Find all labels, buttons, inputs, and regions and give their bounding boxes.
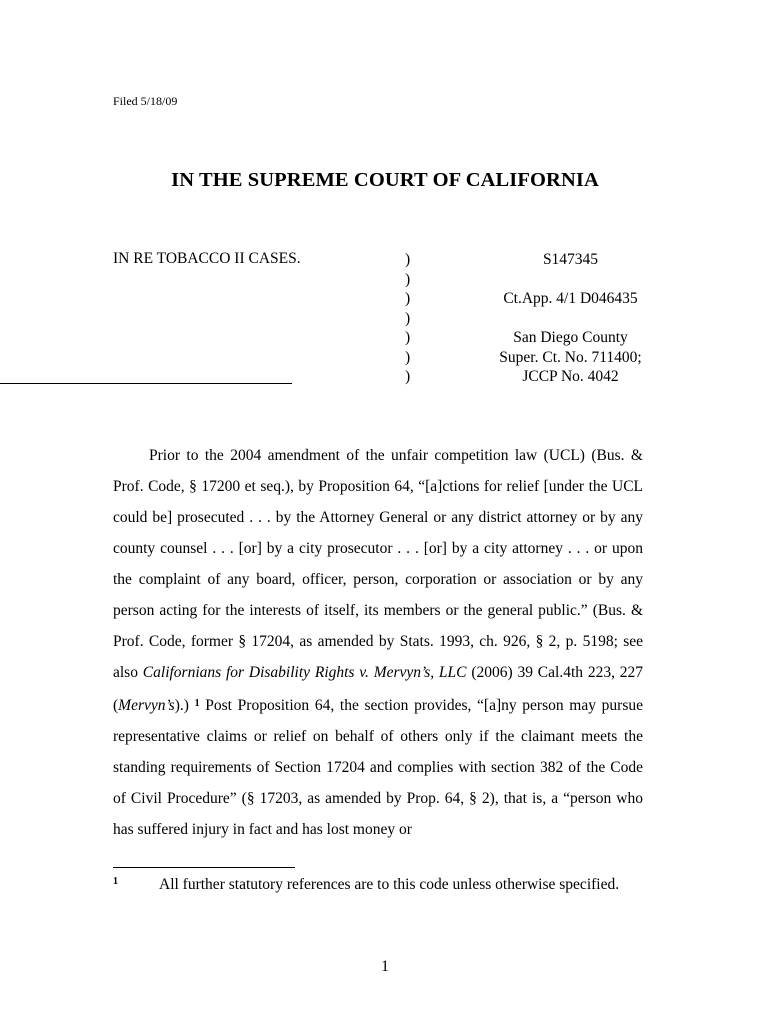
court-of-appeal-number: Ct.App. 4/1 D046435 (503, 290, 638, 307)
opinion-paragraph (113, 440, 643, 845)
footnote-number: 1 (113, 876, 118, 887)
caption-paren: ) (405, 270, 411, 288)
caption-paren: ) (405, 251, 411, 268)
caption-paren: ) (405, 309, 411, 327)
footnote-reference[interactable]: 1 (194, 698, 200, 709)
page-number: 1 (381, 958, 389, 975)
county-name: San Diego County (513, 329, 628, 346)
caption-paren: ) (405, 368, 411, 385)
spacer (458, 270, 683, 290)
case-citation: Californians for Disability Rights v. Mervyn’s, LLC (142, 664, 467, 681)
body-text-part: ).) (174, 697, 189, 714)
caption-paren: ) (405, 348, 411, 366)
caption-paren: ) (405, 290, 411, 307)
body-text-part: (2006) 39 Cal.4th 223, 227 ( (113, 664, 644, 714)
footnote-text: All further statutory references are to this code unless otherwise specified. (159, 876, 620, 893)
caption-parens (405, 250, 410, 387)
spacer (458, 309, 683, 329)
superior-court-number: Super. Ct. No. 711400; (499, 348, 642, 366)
jccp-number: JCCP No. 4042 (522, 368, 619, 385)
case-name: IN RE TOBACCO II CASES. (113, 250, 301, 267)
short-citation: Mervyn’s (118, 697, 175, 714)
caption-paren: ) (405, 329, 411, 346)
body-text-part: Prior to the 2004 amendment of the unfair competition law (UCL) (Bus. & Prof. Code, § 17200 et seq.), by Proposition 64, “[a]ctions for relief [under the UCL could be] prosecuted . . . by the Attorney General or any district attorney or by any county counsel . . . [or] by a city prosecutor . . . [or] by a city attorney . . . or upon the complaint of any board, officer, person, corporation or association or by any person acting for the interests of itself, its members or the general public.” (Bus. & Prof. Code, former § 17204, as amended by Stats. 1993, ch. 926, § 2, p. 5198; see also (113, 447, 643, 681)
court-title: IN THE SUPREME COURT OF CALIFORNIA (171, 169, 599, 191)
footnote-separator (113, 867, 295, 868)
case-caption (113, 250, 658, 390)
case-numbers (458, 250, 683, 387)
body-text-part: Post Proposition 64, the section provides, “[a]ny person may pursue representative claims or relief on behalf of others only if the claimant meets the standing requirements of Section 17204 and complies with section 382 of the Code of Civil Procedure” (§ 17203, as amended by Prop. 64, § 2), that is, a “person who has suffered injury in fact and has lost money or (113, 697, 644, 838)
case-number: S147345 (542, 251, 599, 268)
filed-date: Filed 5/18/09 (113, 94, 178, 108)
caption-rule (0, 383, 292, 384)
